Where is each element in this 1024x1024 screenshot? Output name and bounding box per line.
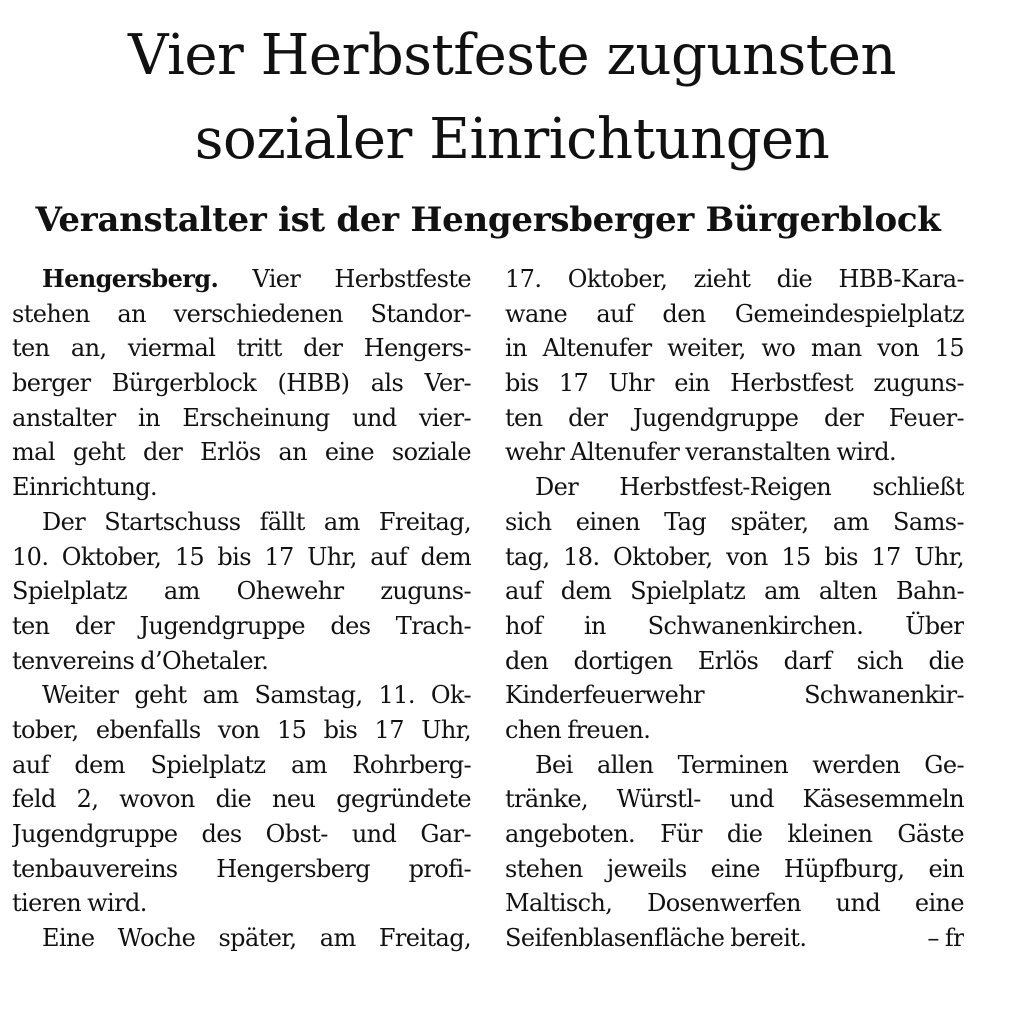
text-line: Einrichtung. xyxy=(12,473,158,502)
article-column-right xyxy=(505,262,964,956)
text-line: feld 2, wovon die neu gegründete xyxy=(12,785,471,814)
text-line: tenbauvereins Hengersberg profi- xyxy=(12,854,471,883)
author-signature: – fr xyxy=(927,924,964,953)
text-line xyxy=(505,921,964,956)
text-line: tränke, Würstl- und Käsesemmeln xyxy=(505,785,964,814)
text-line: wehr Altenufer veranstalten wird. xyxy=(505,438,897,467)
headline-line-2: sozialer Einrichtungen xyxy=(194,107,830,172)
text-line: Hengersberg. Vier Herbstfeste xyxy=(42,264,471,293)
text-line: auf dem Spielplatz am Rohrberg- xyxy=(12,750,471,779)
text-line: anstalter in Erscheinung und vier- xyxy=(12,403,471,432)
text-line: mal geht der Erlös an eine soziale xyxy=(12,438,471,467)
article-column-left xyxy=(12,262,471,956)
text-line: ten der Jugendgruppe der Feuer- xyxy=(505,403,964,432)
text-line: tober, ebenfalls von 15 bis 17 Uhr, xyxy=(12,715,471,744)
text-line: Jugendgruppe des Obst- und Gar- xyxy=(12,820,471,848)
text-line: 10. Oktober, 15 bis 17 Uhr, auf dem xyxy=(12,542,471,571)
text-line: Kinderfeuerwehr Schwanenkir- xyxy=(505,681,964,710)
text-line: Maltisch, Dosenwerfen und eine xyxy=(505,889,964,918)
closing-text: Seifenblasenfläche bereit. xyxy=(505,924,807,953)
text-line: tenvereins d’Ohetaler. xyxy=(12,646,269,675)
text-line: bis 17 Uhr ein Herbstfest zuguns- xyxy=(505,369,964,398)
text-line: den dortigen Erlös darf sich die xyxy=(505,646,964,675)
text-line: angeboten. Für die kleinen Gäste xyxy=(505,820,964,848)
text-line: Eine Woche später, am Freitag, xyxy=(42,924,471,953)
text-line: Weiter geht am Samstag, 11. Ok- xyxy=(42,681,471,710)
text-line: wane auf den Gemeindespielplatz xyxy=(505,299,964,328)
text-line: stehen an verschiedenen Standor- xyxy=(12,299,471,328)
text-line: berger Bürgerblock (HBB) als Ver- xyxy=(12,369,471,398)
text-line: hof in Schwanenkirchen. Über xyxy=(505,611,964,640)
text-line: Spielplatz am Ohewehr zuguns- xyxy=(12,577,471,606)
text-line: ten an, viermal tritt der Hengers- xyxy=(12,334,471,363)
text-line: stehen jeweils eine Hüpfburg, ein xyxy=(505,854,964,883)
text-line: sich einen Tag später, am Sams- xyxy=(505,507,964,536)
text-line: tieren wird. xyxy=(12,889,147,918)
text-line: auf dem Spielplatz am alten Bahn- xyxy=(505,577,964,606)
headline-line-1: Vier Herbstfeste zugunsten xyxy=(128,23,896,88)
dateline: Hengersberg. xyxy=(42,264,219,293)
subheadline: Veranstalter ist der Hengersberger Bürgerblock xyxy=(35,200,941,240)
text-line: tag, 18. Oktober, von 15 bis 17 Uhr, xyxy=(505,542,964,571)
text-line: Der Startschuss fällt am Freitag, xyxy=(42,507,471,536)
text-line: chen freuen. xyxy=(505,715,651,744)
text-line: in Altenufer weiter, wo man von 15 xyxy=(505,334,964,363)
text-line: Bei allen Terminen werden Ge- xyxy=(535,750,964,779)
text-line: Der Herbstfest-Reigen schließt xyxy=(535,473,964,502)
text-line: ten der Jugendgruppe des Trach- xyxy=(12,611,471,640)
text-line: 17. Oktober, zieht die HBB-Kara- xyxy=(505,265,964,293)
